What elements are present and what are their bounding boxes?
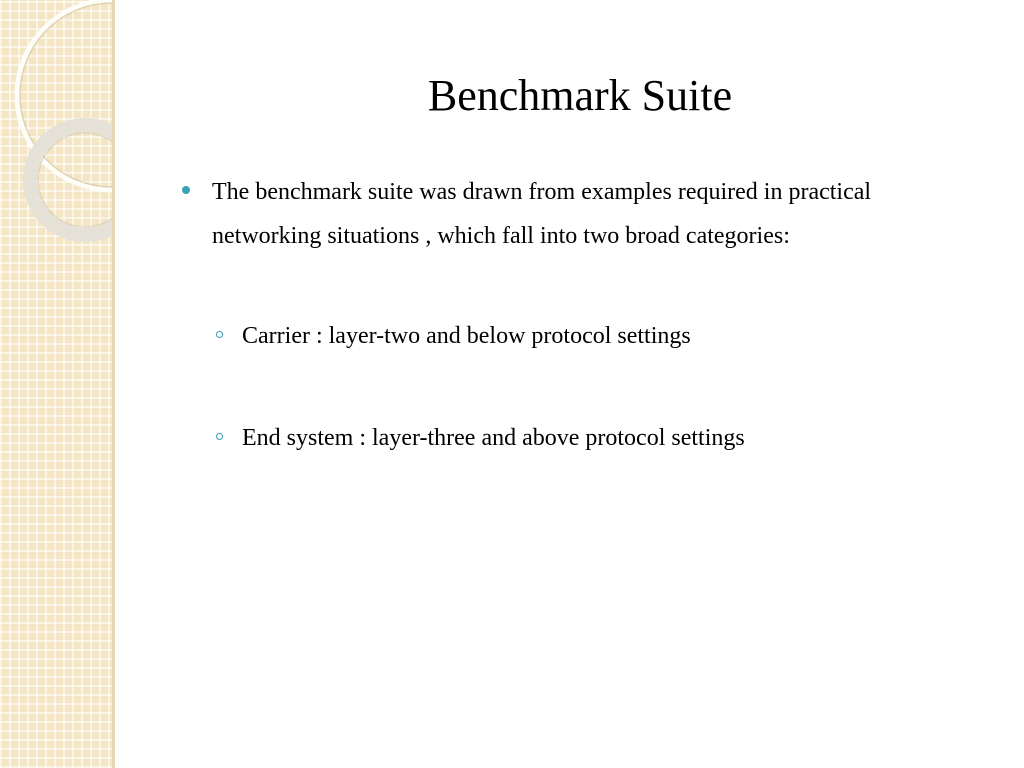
sub-bullet-item-carrier	[180, 316, 900, 356]
bullet-text: The benchmark suite was drawn from examples required in practical networking situations , which fall into two broad categories:	[212, 179, 872, 249]
sub-bullet-item-end-system	[180, 418, 900, 458]
sub-bullet-text: Carrier : layer-two and below protocol settings	[242, 323, 691, 349]
sub-bullet-text: End system : layer-three and above protocol settings	[242, 425, 745, 451]
bullet-item	[180, 170, 900, 258]
bullet-dot-icon	[182, 186, 190, 194]
sub-bullet-ring-icon	[216, 331, 223, 338]
decorative-side-panel	[0, 0, 115, 768]
slide-title: Benchmark Suite	[427, 71, 733, 120]
sub-bullet-ring-icon	[216, 433, 223, 440]
decorative-rings	[0, 0, 112, 768]
slide-content	[180, 170, 900, 458]
